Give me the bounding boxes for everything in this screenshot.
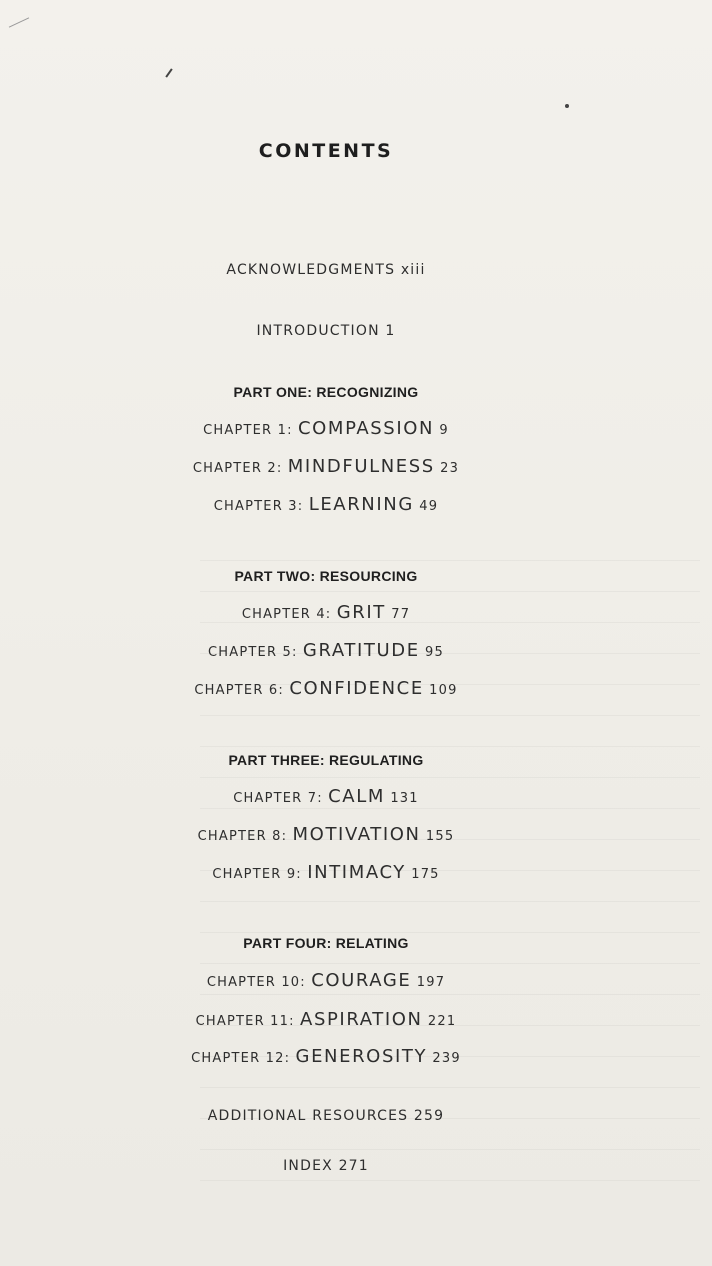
chapter-page: 155 xyxy=(425,829,455,844)
entry-page: xiii xyxy=(400,262,426,278)
chapter-number: CHAPTER 7: xyxy=(233,791,323,806)
chapter-number: CHAPTER 6: xyxy=(194,683,284,698)
chapter-name: MOTIVATION xyxy=(292,824,421,845)
part-two-heading: PART TWO: RESOURCING xyxy=(234,568,418,584)
toc-chapter-2 xyxy=(0,456,652,477)
chapter-page: 109 xyxy=(429,683,458,698)
part-three-heading: PART THREE: REGULATING xyxy=(228,752,424,768)
toc-entry-introduction xyxy=(0,323,652,339)
toc-chapter-3 xyxy=(0,494,652,515)
toc-chapter-8 xyxy=(0,824,652,845)
chapter-name: COMPASSION xyxy=(298,418,435,439)
toc-entry-index xyxy=(0,1158,652,1174)
entry-label: ADDITIONAL RESOURCES xyxy=(207,1108,409,1124)
chapter-page: 221 xyxy=(427,1014,457,1029)
chapter-name: GRIT xyxy=(336,602,386,623)
entry-page: 1 xyxy=(385,323,396,339)
chapter-page: 49 xyxy=(419,499,439,514)
contents-title: CONTENTS xyxy=(258,140,394,162)
pencil-mark xyxy=(165,68,172,77)
chapter-number: CHAPTER 1: xyxy=(203,423,293,438)
toc-chapter-11 xyxy=(0,1009,652,1030)
chapter-name: MINDFULNESS xyxy=(287,456,435,477)
chapter-number: CHAPTER 5: xyxy=(208,645,298,660)
toc-chapter-1 xyxy=(0,418,652,439)
part-one-heading: PART ONE: RECOGNIZING xyxy=(233,384,419,400)
chapter-name: INTIMACY xyxy=(307,862,406,883)
chapter-number: CHAPTER 4: xyxy=(241,607,332,622)
chapter-page: 239 xyxy=(432,1051,461,1066)
entry-page: 271 xyxy=(338,1158,369,1174)
toc-chapter-5 xyxy=(0,640,652,661)
chapter-number: CHAPTER 2: xyxy=(192,461,283,476)
chapter-number: CHAPTER 3: xyxy=(213,499,304,514)
entry-page: 259 xyxy=(413,1108,445,1124)
chapter-name: GENEROSITY xyxy=(295,1046,428,1067)
chapter-page: 9 xyxy=(439,423,449,438)
toc-chapter-10 xyxy=(0,970,652,991)
chapter-page: 23 xyxy=(440,461,460,476)
toc-entry-acknowledgments xyxy=(0,262,652,278)
toc-chapter-9 xyxy=(0,862,652,883)
chapter-page: 175 xyxy=(411,867,440,882)
toc-chapter-4 xyxy=(0,602,652,623)
entry-label: ACKNOWLEDGMENTS xyxy=(226,262,396,278)
chapter-page: 95 xyxy=(425,645,444,660)
toc-chapter-6 xyxy=(0,678,652,699)
entry-label: INDEX xyxy=(283,1158,333,1174)
corner-scratch xyxy=(9,17,29,27)
chapter-name: CONFIDENCE xyxy=(289,678,424,699)
chapter-number: CHAPTER 10: xyxy=(206,975,306,990)
ink-speck xyxy=(565,104,569,108)
chapter-name: CALM xyxy=(328,786,385,807)
toc-chapter-12 xyxy=(0,1046,652,1067)
chapter-number: CHAPTER 12: xyxy=(191,1051,291,1066)
chapter-name: GRATITUDE xyxy=(302,640,420,661)
toc-entry-additional-resources xyxy=(0,1108,652,1124)
chapter-page: 131 xyxy=(390,791,419,806)
chapter-name: COURAGE xyxy=(311,970,412,991)
chapter-number: CHAPTER 11: xyxy=(195,1014,295,1029)
toc-chapter-7 xyxy=(0,786,652,807)
chapter-number: CHAPTER 9: xyxy=(212,867,302,882)
chapter-number: CHAPTER 8: xyxy=(197,829,288,844)
chapter-name: LEARNING xyxy=(308,494,414,515)
chapter-name: ASPIRATION xyxy=(300,1009,423,1030)
chapter-page: 197 xyxy=(416,975,446,990)
chapter-page: 77 xyxy=(391,607,411,622)
part-four-heading: PART FOUR: RELATING xyxy=(243,935,409,951)
entry-label: INTRODUCTION xyxy=(256,323,380,339)
